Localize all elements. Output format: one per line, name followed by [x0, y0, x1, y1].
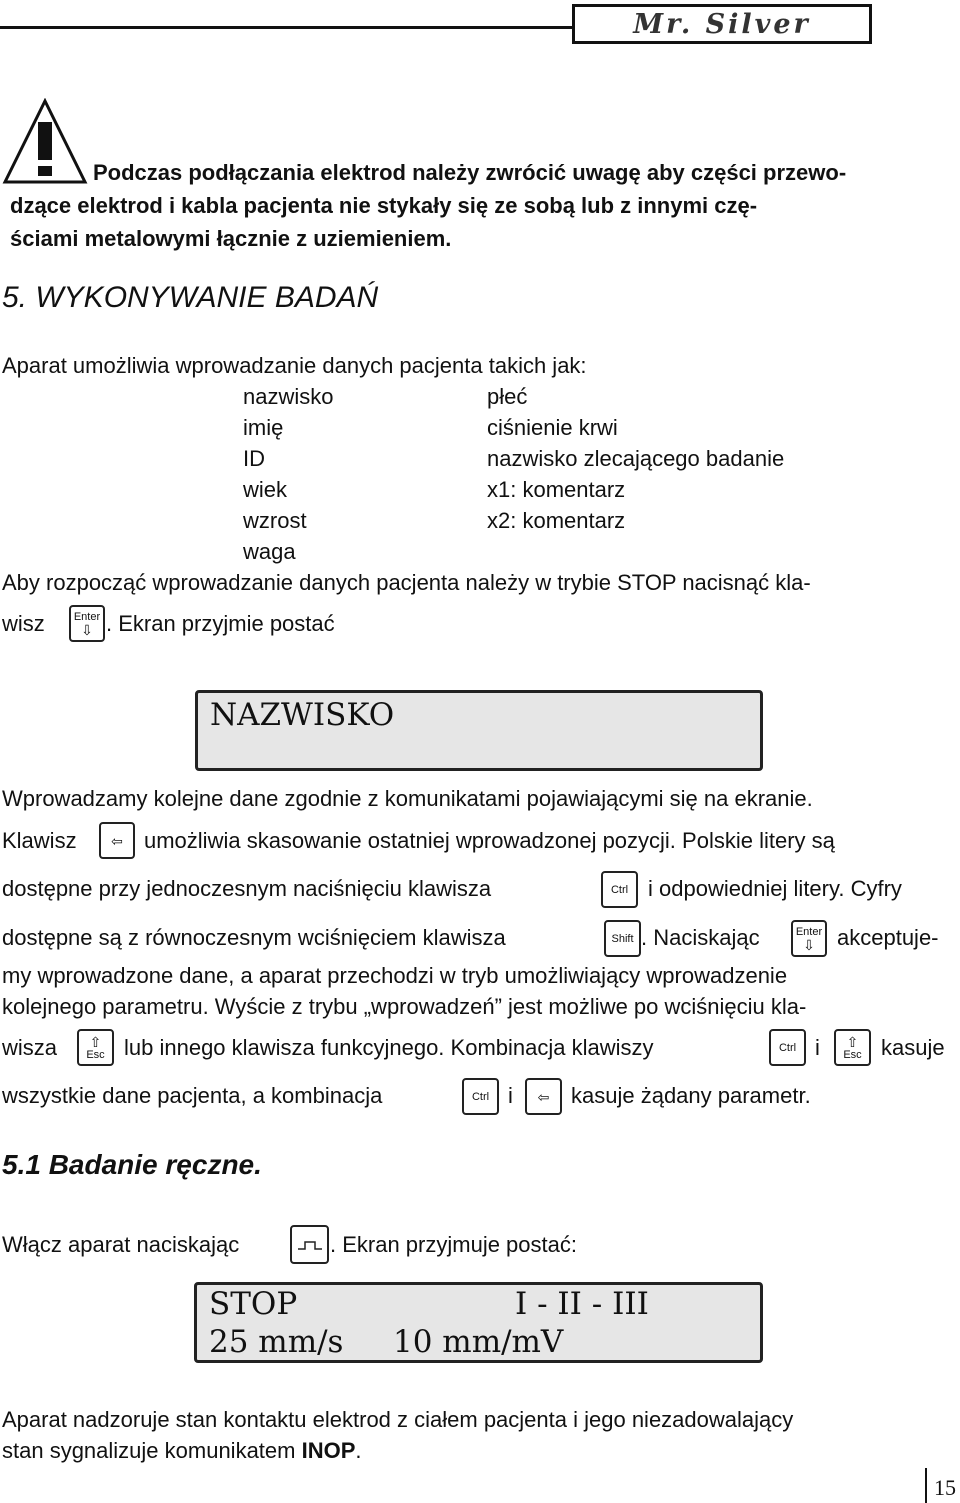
field-left: ID	[243, 446, 265, 471]
body-line-2a: Klawisz	[2, 828, 77, 853]
field-left: imię	[243, 415, 284, 440]
start-text-wisz: wisz	[2, 611, 45, 636]
body-line-3a: dostępne przy jednoczesnym naciśnięciu klawisza	[2, 876, 492, 901]
body-line-5: my wprowadzone dane, a aparat przechodzi w tryb umożliwiający wprowadzenie	[2, 963, 788, 988]
power-symbol-icon	[297, 1238, 323, 1252]
field-right: x1: komentarz	[487, 477, 626, 502]
body-line-4a: dostępne są z równoczesnym wciśnięciem klawisza	[2, 925, 506, 950]
header-rule	[0, 26, 575, 29]
section-5-1-title: 5.1 Badanie ręczne.	[2, 1149, 262, 1180]
field-right: płeć	[487, 384, 528, 409]
power-key-icon	[290, 1225, 329, 1264]
esc-key-icon: ⇧ Esc	[834, 1029, 871, 1066]
footer-text: stan sygnalizuje komunikatem	[2, 1438, 302, 1463]
body-line-1: Wprowadzamy kolejne dane zgodnie z komunikatami pojawiającymi się na ekranie.	[2, 786, 813, 811]
power-text-after: . Ekran przyjmuje postać:	[330, 1232, 577, 1257]
warning-triangle-icon	[2, 98, 88, 186]
warning-line-2: dzące elektrod i kabla pacjenta nie stykały się ze sobą lub z innymi czę-	[10, 193, 758, 218]
body-line-3b: i odpowiedniej litery. Cyfry	[648, 876, 902, 901]
start-text-line-1: Aby rozpocząć wprowadzanie danych pacjenta należy w trybie STOP nacisnąć kla-	[2, 570, 811, 595]
enter-key-icon: Enter ⇩	[791, 920, 827, 957]
body-line-4b: . Naciskając	[641, 925, 760, 950]
body-line-8a: wszystkie dane pacjenta, a kombinacja	[2, 1083, 383, 1108]
body-line-7a: wisza	[2, 1035, 58, 1060]
enter-key-icon: Enter ⇩	[69, 605, 105, 642]
lcd-mode: STOP	[209, 1286, 298, 1322]
body-line-6: kolejnego parametru. Wyście z trybu „wprowadzeń” jest możliwe po wciśnięciu kla-	[2, 994, 807, 1019]
start-text-after: . Ekran przyjmie postać	[106, 611, 335, 636]
lcd-text: NAZWISKO	[210, 697, 395, 733]
footer-period: .	[355, 1438, 362, 1463]
body-line-8b: i	[508, 1083, 513, 1108]
section-5-title: 5. WYKONYWANIE BADAŃ	[2, 281, 379, 314]
page-number: 15	[934, 1475, 956, 1500]
lcd-gain: 10 mm/mV	[393, 1324, 564, 1360]
field-left: nazwisko	[243, 384, 334, 409]
power-text-before: Włącz aparat naciskając	[2, 1232, 240, 1257]
page-number-rule	[925, 1468, 927, 1503]
lcd-leads: I - II - III	[515, 1286, 649, 1322]
intro-text: Aparat umożliwia wprowadzanie danych pacjenta takich jak:	[2, 353, 587, 378]
esc-key-icon: ⇧ Esc	[77, 1029, 114, 1066]
field-right: ciśnienie krwi	[487, 415, 618, 440]
ctrl-key-icon: Ctrl	[769, 1029, 806, 1066]
lcd-screen-stop	[194, 1282, 763, 1363]
lcd-screen-nazwisko	[195, 690, 763, 771]
body-line-4c: akceptuje-	[837, 925, 939, 950]
field-left: wzrost	[243, 508, 307, 533]
shift-key-icon: Shift	[604, 920, 641, 957]
body-line-2b: umożliwia skasowanie ostatniej wprowadzonej pozycji. Polskie litery są	[144, 828, 835, 853]
ctrl-key-icon: Ctrl	[601, 871, 638, 908]
lcd-speed: 25 mm/s	[209, 1324, 344, 1360]
inop-label: INOP	[301, 1438, 356, 1463]
footer-line-2	[2, 1434, 362, 1467]
body-line-7b: lub innego klawisza funkcyjnego. Kombinacja klawiszy	[124, 1035, 654, 1060]
ctrl-key-icon: Ctrl	[462, 1078, 499, 1115]
field-right: x2: komentarz	[487, 508, 626, 533]
body-line-7d: kasuje	[881, 1035, 945, 1060]
field-left: wiek	[243, 477, 288, 502]
warning-line-3: ściami metalowymi łącznie z uziemieniem.	[10, 226, 452, 251]
warning-line-1: Podczas podłączania elektrod należy zwrócić uwagę aby części przewo-	[93, 160, 847, 185]
footer-line-1: Aparat nadzoruje stan kontaktu elektrod z ciałem pacjenta i jego niezadowalający	[2, 1407, 794, 1432]
brand-logo: Mr. Silver	[572, 4, 872, 44]
field-left: waga	[243, 539, 296, 564]
backspace-key-icon: ⇦	[525, 1078, 562, 1115]
field-right: nazwisko zlecającego badanie	[487, 446, 785, 471]
body-line-8c: kasuje żądany parametr.	[571, 1083, 811, 1108]
body-line-7c: i	[815, 1035, 820, 1060]
backspace-key-icon: ⇦	[99, 822, 135, 859]
